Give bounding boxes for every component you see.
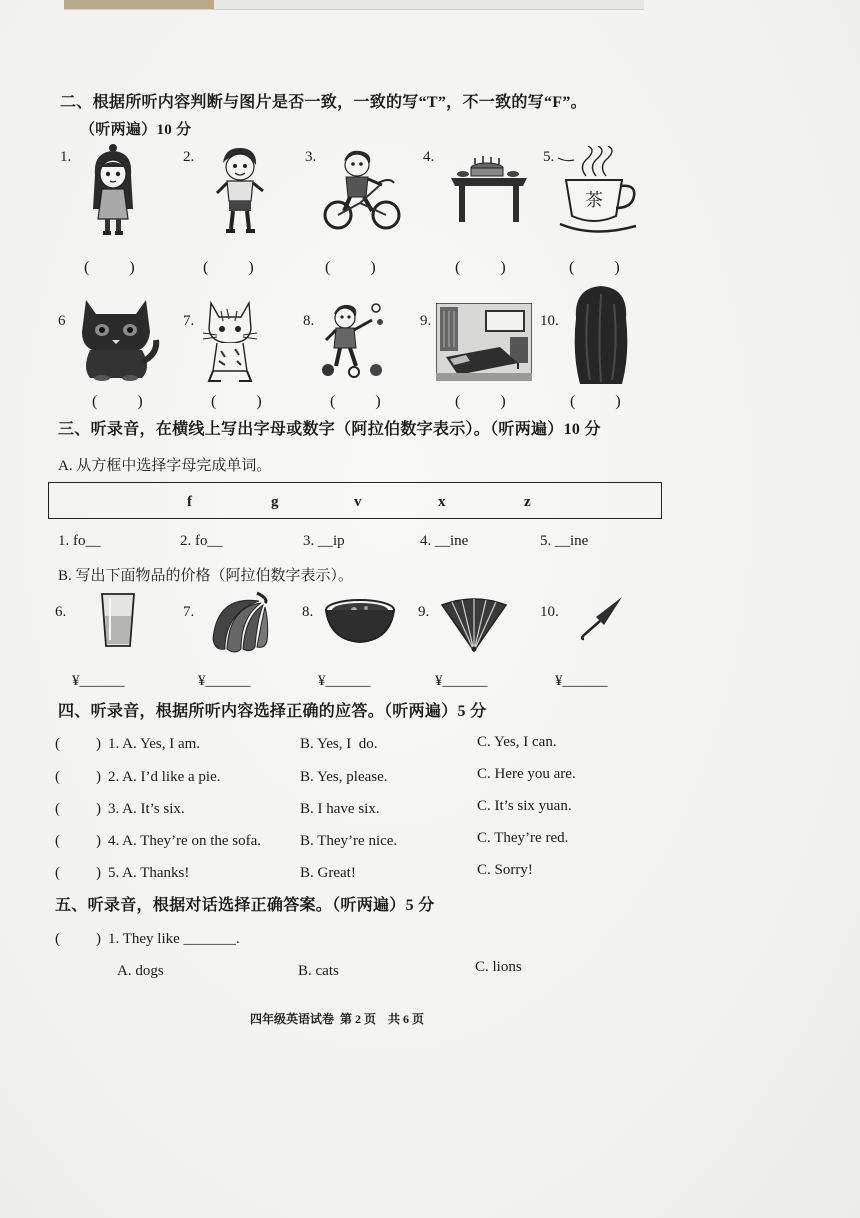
fan-picture	[440, 597, 508, 653]
item-number: 5.	[543, 149, 555, 165]
boy-juggling-picture	[320, 302, 386, 378]
item-number: 8.	[303, 313, 315, 329]
long-hair-picture	[568, 284, 634, 386]
section5-title: 五、听录音，根据对话选择正确答案。（听两遍）5 分	[55, 897, 435, 914]
item-number: 7.	[183, 313, 195, 329]
option-c: C. It’s six yuan.	[477, 798, 572, 814]
word-blank: 2. fo__	[180, 533, 223, 549]
letter-option: v	[354, 494, 362, 510]
option-a: 4. A. They’re on the sofa.	[108, 833, 262, 849]
option-a: A. dogs	[117, 963, 164, 979]
price-blank: ¥______	[72, 673, 125, 689]
item-number: 3.	[305, 149, 317, 165]
answer-blank: ( )	[569, 259, 620, 276]
page-footer: 四年级英语试卷 第 2 页 共 6 页	[250, 1012, 425, 1026]
option-b: B. Yes, I do.	[300, 736, 378, 752]
answer-bracket-close: )	[96, 931, 101, 947]
answer-blank: ( )	[203, 259, 254, 276]
option-b: B. I have six.	[300, 801, 380, 817]
letter-box	[48, 482, 662, 519]
answer-bracket-close: )	[96, 736, 101, 752]
price-blank: ¥______	[198, 673, 251, 689]
item-number: 2.	[183, 149, 195, 165]
price-blank: ¥______	[435, 673, 488, 689]
answer-bracket-open: (	[55, 769, 60, 785]
umbrella-picture	[576, 595, 624, 641]
word-blank: 4. __ine	[420, 533, 469, 549]
cat-picture	[201, 299, 259, 383]
answer-bracket-open: (	[55, 736, 60, 752]
answer-blank: ( )	[455, 393, 506, 410]
answer-blank: ( )	[330, 393, 381, 410]
answer-blank: ( )	[84, 259, 135, 276]
section2-subtitle: （听两遍）10 分	[80, 122, 192, 138]
item-number: 10.	[540, 604, 559, 620]
answer-bracket-open: (	[55, 865, 60, 881]
word-blank: 5. __ine	[540, 533, 589, 549]
option-c: C. lions	[475, 959, 522, 975]
item-number: 8.	[302, 604, 314, 620]
girl-picture	[84, 143, 142, 237]
answer-bracket-close: )	[96, 833, 101, 849]
item-number: 10.	[540, 313, 559, 329]
item-number: 6.	[55, 604, 67, 620]
answer-bracket-close: )	[96, 769, 101, 785]
option-b: B. They’re nice.	[300, 833, 398, 849]
item-number: 1.	[60, 149, 72, 165]
option-a: 2. A. I’d like a pie.	[108, 769, 221, 785]
letter-option: z	[524, 494, 531, 510]
option-c: C. Sorry!	[477, 862, 533, 878]
answer-blank: ( )	[325, 259, 376, 276]
option-a: 1. A. Yes, I am.	[108, 736, 201, 752]
section4-title: 四、听录音，根据所听内容选择正确的应答。（听两遍）5 分	[58, 703, 487, 720]
answer-blank: ( )	[92, 393, 143, 410]
price-blank: ¥______	[318, 673, 371, 689]
letter-option: x	[438, 494, 446, 510]
bedroom-picture	[436, 303, 532, 381]
option-c: C. They’re red.	[477, 830, 569, 846]
option-b: B. Yes, please.	[300, 769, 388, 785]
item-number: 6	[58, 313, 66, 329]
item-number: 9.	[420, 313, 432, 329]
answer-bracket-open: (	[55, 801, 60, 817]
cropped-top-strip	[64, 0, 644, 10]
option-b: B. cats	[298, 963, 339, 979]
option-c: C. Here you are.	[477, 766, 576, 782]
part-b-instruction: B. 写出下面物品的价格（阿拉伯数字表示）。	[58, 568, 354, 584]
answer-bracket-close: )	[96, 801, 101, 817]
answer-bracket-close: )	[96, 865, 101, 881]
cup-label: 茶	[585, 190, 603, 211]
question-text: 1. They like _______.	[108, 931, 240, 947]
item-number: 4.	[423, 149, 435, 165]
option-a: 5. A. Thanks!	[108, 865, 190, 881]
section3-title: 三、听录音，在横线上写出字母或数字（阿拉伯数字表示）。（听两遍）10 分	[58, 421, 601, 438]
glass-picture	[98, 592, 138, 648]
item-number: 7.	[183, 604, 195, 620]
letter-option: g	[271, 494, 279, 510]
answer-bracket-open: (	[55, 833, 60, 849]
item-number: 9.	[418, 604, 430, 620]
letter-option: f	[187, 494, 192, 510]
part-a-instruction: A. 从方框中选择字母完成单词。	[58, 458, 272, 474]
word-blank: 1. fo__	[58, 533, 101, 549]
price-blank: ¥______	[555, 673, 608, 689]
table-with-cake-picture	[449, 156, 529, 224]
cup-of-tea-picture	[556, 146, 640, 240]
option-c: C. Yes, I can.	[477, 734, 557, 750]
answer-blank: ( )	[570, 393, 621, 410]
word-blank: 3. __ip	[303, 533, 345, 549]
answer-blank: ( )	[211, 393, 262, 410]
option-a: 3. A. It’s six.	[108, 801, 185, 817]
bowl-of-soup-picture	[324, 596, 396, 644]
answer-bracket-open: (	[55, 931, 60, 947]
boy-picture	[209, 143, 269, 237]
section2-title: 二、根据所听内容判断与图片是否一致，一致的写“T”，不一致的写“F”。	[60, 94, 587, 111]
bananas-picture	[207, 589, 271, 655]
boy-riding-bike-picture	[320, 147, 404, 231]
answer-blank: ( )	[455, 259, 506, 276]
black-cat-picture	[72, 292, 160, 382]
option-b: B. Great!	[300, 865, 356, 881]
